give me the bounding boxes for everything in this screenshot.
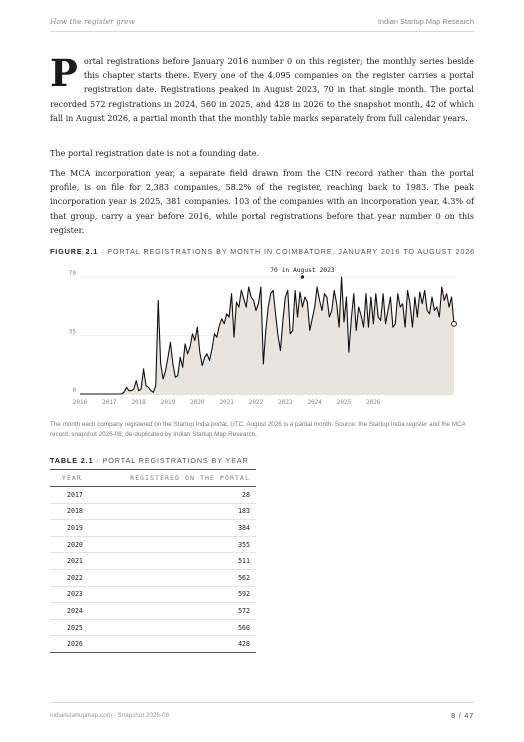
table-row	[50, 619, 256, 636]
count-cell: 592	[97, 586, 256, 603]
x-tick-label: 2018	[131, 399, 146, 406]
y-axis-labels	[69, 270, 77, 394]
y-tick-label: 70	[68, 270, 76, 277]
table-title	[50, 456, 249, 465]
running-head-chapter: How the register grew	[50, 17, 136, 26]
table-row	[50, 520, 256, 537]
year-cell: 2025	[50, 619, 97, 636]
x-tick-label: 2026	[366, 399, 381, 406]
latest-point	[452, 321, 457, 326]
count-cell: 28	[97, 487, 256, 504]
x-tick-label: 2022	[248, 399, 264, 406]
count-cell: 428	[97, 636, 256, 653]
year-cell: 2021	[50, 553, 97, 570]
registrations-area-chart	[50, 260, 474, 415]
year-cell: 2019	[50, 520, 97, 537]
x-tick-label: 2017	[102, 399, 117, 406]
table-label: TABLE 2.1	[50, 456, 94, 465]
year-cell: 2024	[50, 603, 97, 620]
table-row	[50, 586, 256, 603]
table-row	[50, 569, 256, 586]
annotation-label: 70 in August 2023	[270, 267, 335, 274]
latest-month-marker	[452, 321, 457, 326]
figure-title-separator: ·	[98, 247, 108, 256]
figure-title	[50, 247, 475, 256]
count-cell: 572	[97, 603, 256, 620]
table-row	[50, 536, 256, 553]
intro-paragraph	[50, 51, 474, 125]
table-title-text: PORTAL REGISTRATIONS BY YEAR	[102, 456, 249, 465]
x-tick-label: 2016	[72, 399, 88, 406]
column-header-year: YEAR	[50, 470, 97, 487]
x-tick-label: 2021	[219, 399, 234, 406]
x-tick-label: 2025	[336, 399, 352, 406]
column-header-registered: REGISTERED ON THE PORTAL	[97, 470, 256, 487]
y-tick-label: 35	[68, 328, 76, 336]
year-cell: 2026	[50, 636, 97, 653]
footer-rule	[50, 702, 474, 703]
peak-marker	[301, 275, 304, 278]
current-page: 8	[451, 711, 456, 720]
registrations-by-year-table	[50, 469, 256, 653]
intro-paragraph-text: ortal registrations before January 2016 number 0 on this register; the monthly series beside this chapter starts there. Every one of the 4,095 companies on the register carries a portal registration date. Registrations peaked in August 2023, 70 in that single month. The portal recorded 572 registrations in 2024, 560 in 2025, and 428 in 2026 to the snapshot month, 42 of which fall in August 2026, a partial month that the monthly table marks separately from full calendar years.	[50, 56, 474, 123]
year-cell: 2023	[50, 586, 97, 603]
x-tick-label: 2023	[278, 399, 293, 406]
table-row	[50, 603, 256, 620]
running-head-publication: Indian Startup Map Research	[377, 17, 474, 26]
table-row	[50, 636, 256, 653]
year-cell: 2018	[50, 503, 97, 520]
total-pages: 47	[464, 711, 474, 720]
figure-label: FIGURE 2.1	[50, 247, 99, 256]
page-separator: /	[458, 711, 462, 720]
figure-caption: The month each company registered on the Startup India portal, UTC. August 2026 is a partial month. Source: the Startup India register and the MCA record, snapshot 2026-08, de-duplicated by Indian Startup Map Research.	[50, 421, 466, 439]
x-tick-label: 2024	[307, 399, 322, 406]
page-number	[451, 711, 474, 720]
footer-source: indianstartupmap.com · Snapshot 2026-08	[50, 712, 170, 719]
count-cell: 562	[97, 569, 256, 586]
incorporation-paragraph: The MCA incorporation year, a separate field drawn from the CIN record rather than the portal profile, is on file for 2,383 companies, 58.2% of the register, reaching back to 1983. The peak incorporation year is 2025, 381 companies. 103 of the companies with an incorporation year, 4.3% of that group, carry a year before 2016, while portal registrations before that year number 0 on this register.	[50, 168, 474, 235]
count-cell: 511	[97, 553, 256, 570]
y-tick-label: 0	[72, 387, 76, 394]
table-header-row	[50, 470, 256, 487]
x-tick-label: 2019	[160, 399, 176, 406]
table-title-separator: ·	[93, 456, 103, 465]
x-axis-labels	[73, 399, 381, 406]
table-row	[50, 487, 256, 504]
count-cell: 384	[97, 520, 256, 537]
count-cell: 355	[97, 536, 256, 553]
year-cell: 2022	[50, 569, 97, 586]
year-cell: 2020	[50, 536, 97, 553]
drop-cap: P	[50, 51, 78, 95]
header-rule	[50, 31, 474, 32]
note-paragraph: The portal registration date is not a founding date.	[50, 148, 260, 158]
x-tick-label: 2020	[190, 399, 205, 406]
table-row	[50, 553, 256, 570]
count-cell: 560	[97, 619, 256, 636]
year-cell: 2017	[50, 487, 97, 504]
table-row	[50, 503, 256, 520]
figure-title-text: PORTAL REGISTRATIONS BY MONTH IN COIMBATORE, JANUARY 2016 TO AUGUST 2026	[107, 247, 476, 256]
count-cell: 183	[97, 503, 256, 520]
